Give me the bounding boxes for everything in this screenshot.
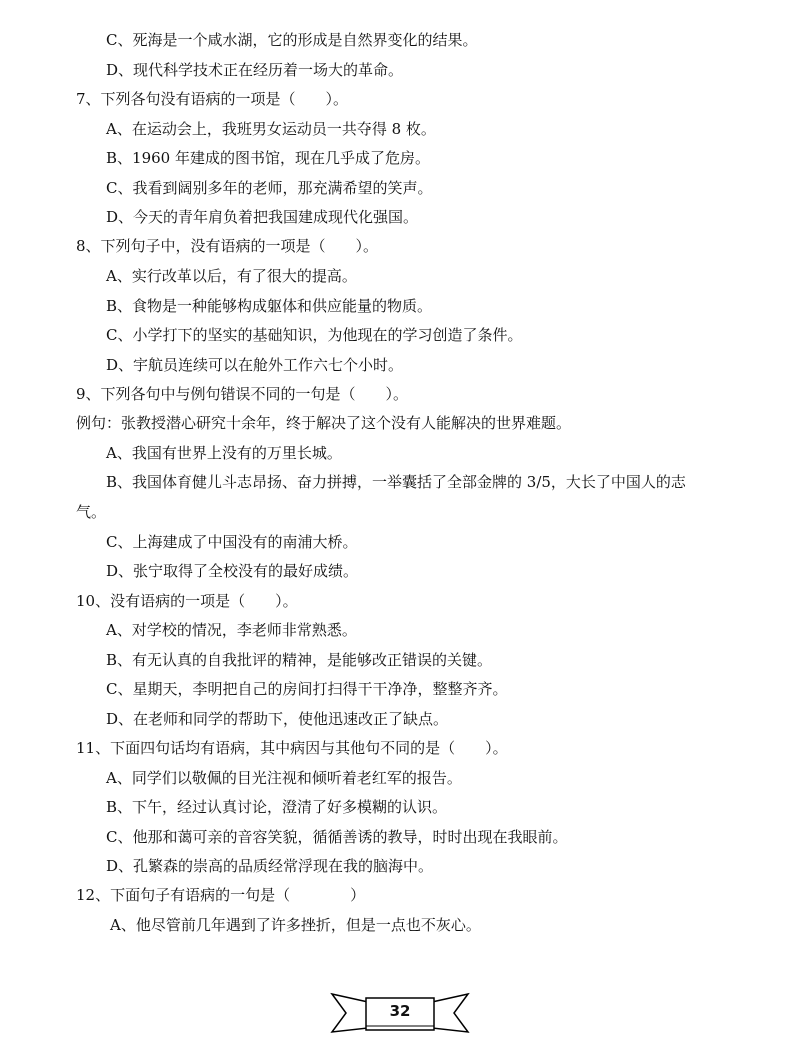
option-line: A、对学校的情况，李老师非常熟悉。 <box>106 621 357 639</box>
question-9: 9、下列各句中与例句错误不同的一句是（ ）。 <box>76 385 409 403</box>
question-7: 7、下列各句没有语病的一项是（ ）。 <box>76 90 349 108</box>
page-footer <box>330 988 470 1038</box>
question-8: 8、下列句子中，没有语病的一项是（ ）。 <box>76 237 379 255</box>
option-line: A、他尽管前几年遇到了许多挫折，但是一点也不灰心。 <box>110 916 481 934</box>
option-line: D、孔繁森的崇高的品质经常浮现在我的脑海中。 <box>106 857 434 875</box>
option-line: B、下午，经过认真讨论，澄清了好多模糊的认识。 <box>106 798 448 816</box>
option-line: A、我国有世界上没有的万里长城。 <box>106 444 342 462</box>
option-line: C、他那和蔼可亲的音容笑貌，循循善诱的教导，时时出现在我眼前。 <box>106 828 568 846</box>
page-number: 32 <box>389 1002 411 1020</box>
option-line: C、上海建成了中国没有的南浦大桥。 <box>106 533 358 551</box>
example-sentence: 例句：张教授潜心研究十余年，终于解决了这个没有人能解决的世界难题。 <box>76 414 572 432</box>
option-line: C、小学打下的坚实的基础知识，为他现在的学习创造了条件。 <box>106 326 523 344</box>
option-line: C、我看到阔别多年的老师，那充满希望的笑声。 <box>106 179 433 197</box>
option-line: B、有无认真的自我批评的精神，是能够改正错误的关键。 <box>106 651 493 669</box>
option-line: B、食物是一种能够构成躯体和供应能量的物质。 <box>106 297 433 315</box>
option-line: C、死海是一个咸水湖，它的形成是自然界变化的结果。 <box>106 31 478 49</box>
option-line: D、在老师和同学的帮助下，使他迅速改正了缺点。 <box>106 710 449 728</box>
option-line: A、实行改革以后，有了很大的提高。 <box>106 267 357 285</box>
option-line: D、现代科学技术正在经历着一场大的革命。 <box>106 61 404 79</box>
option-line: B、1960 年建成的图书馆，现在几乎成了危房。 <box>106 149 430 167</box>
option-continuation: 气。 <box>76 503 107 521</box>
option-line: D、张宁取得了全校没有的最好成绩。 <box>106 562 359 580</box>
option-line: C、星期天，李明把自己的房间打扫得干干净净，整整齐齐。 <box>106 680 508 698</box>
option-line: A、在运动会上，我班男女运动员一共夺得 8 枚。 <box>106 120 436 138</box>
question-10: 10、没有语病的一项是（ ）。 <box>76 592 298 610</box>
option-line: B、我国体育健儿斗志昂扬、奋力拼搏，一举囊括了全部金牌的 3/5，大长了中国人的志 <box>106 473 686 491</box>
option-line: D、今天的青年肩负着把我国建成现代化强国。 <box>106 208 419 226</box>
option-line: D、宇航员连续可以在舱外工作六七个小时。 <box>106 356 404 374</box>
question-11: 11、下面四句话均有语病，其中病因与其他句不同的是（ ）。 <box>76 739 508 757</box>
question-12: 12、下面句子有语病的一句是（ ） <box>76 886 366 904</box>
option-line: A、同学们以敬佩的目光注视和倾听着老红军的报告。 <box>106 769 462 787</box>
